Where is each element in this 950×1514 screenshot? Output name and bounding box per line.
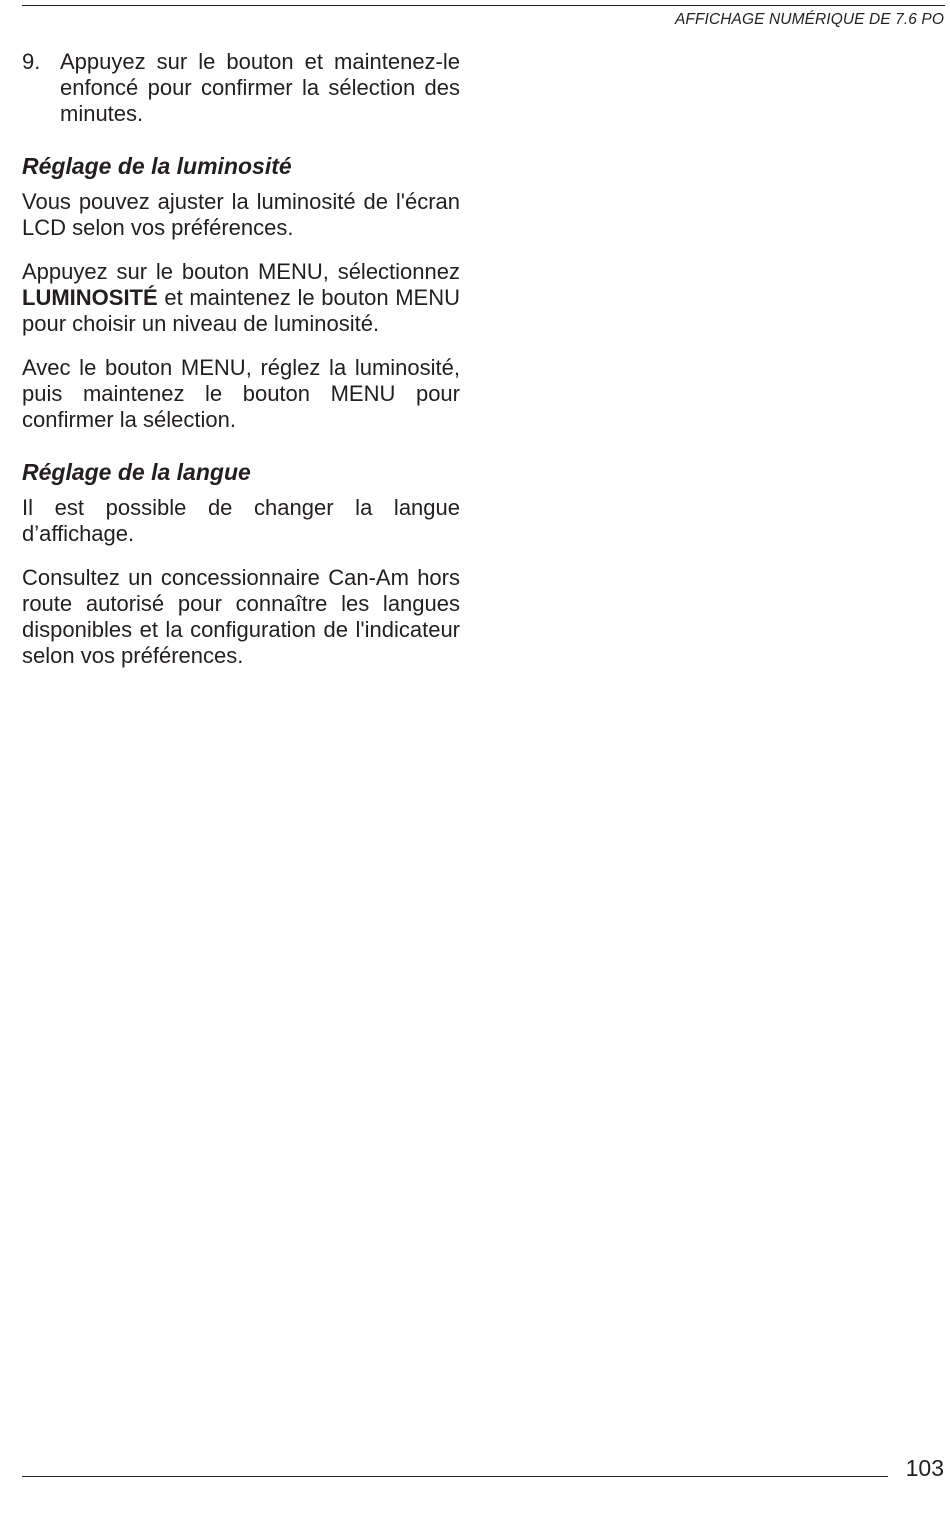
page-number: 103: [905, 1455, 944, 1481]
step-text: Appuyez sur le bouton et maintenez-le enfoncé pour confirmer la sélection des minutes.: [60, 49, 460, 126]
brightness-paragraph-1: Vous pouvez ajuster la luminosité de l'écran LCD selon vos préférences.: [22, 189, 460, 240]
language-paragraph-1: Il est possible de changer la langue d’affichage.: [22, 495, 460, 546]
running-header: AFFICHAGE NUMÉRIQUE DE 7.6 PO: [674, 11, 944, 28]
brightness-paragraph-3: Avec le bouton MENU, réglez la luminosité, puis maintenez le bouton MENU pour confirmer la sélection.: [22, 355, 460, 432]
brightness-paragraph-2: [22, 259, 460, 337]
header-rule: [22, 5, 945, 6]
list-item: [22, 49, 460, 127]
section-heading-language: Réglage de la langue: [22, 459, 251, 485]
brightness-paragraph-2-start: Appuyez sur le bouton MENU, sélectionnez: [22, 259, 460, 284]
text-column: [22, 49, 460, 687]
luminosite-keyword: LUMINOSITÉ: [22, 285, 158, 310]
section-heading-brightness: Réglage de la luminosité: [22, 153, 292, 179]
language-paragraph-2: Consultez un concessionnaire Can-Am hors route autorisé pour connaître les langues disponibles et la configuration de l'indicateur selon vos préférences.: [22, 565, 460, 668]
step-number: 9.: [22, 49, 41, 74]
brightness-paragraph-2-end: et maintenez le bouton MENU pour choisir un niveau de luminosité.: [22, 285, 460, 336]
footer-rule: [22, 1476, 888, 1477]
